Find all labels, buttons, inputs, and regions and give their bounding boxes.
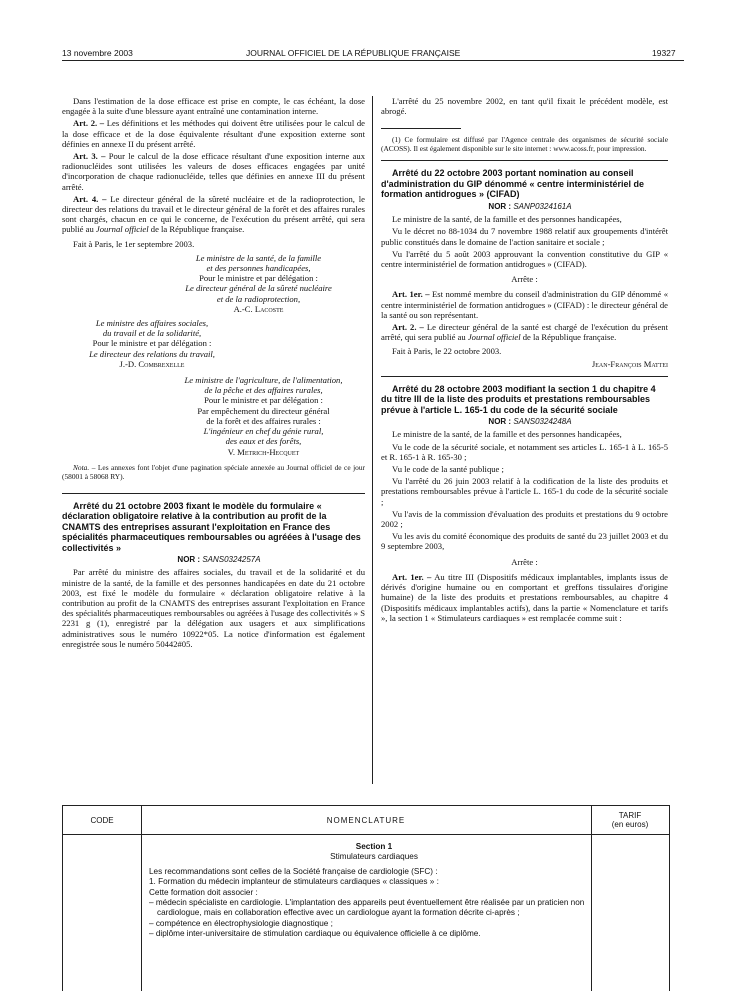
nomenclature-content (141, 836, 607, 940)
section-title: Section 1 (355, 842, 393, 851)
table-line: Les recommandations sont celles de la Société française de cardiologie (SFC) : (149, 866, 438, 876)
separator (381, 376, 668, 377)
fait-a-paris: Fait à Paris, le 22 octobre 2003. (392, 346, 502, 357)
column-divider (372, 96, 373, 784)
col-header-nomenclature: NOMENCLATURE (141, 806, 591, 835)
paragraph: Vu les avis du comité économique des produits de santé du 23 juillet 2003 et du 9 septembre 2003, (381, 531, 668, 552)
paragraph: Le ministre de la santé, de la famille et des personnes handicapées, (392, 429, 622, 440)
col-header-code: CODE (63, 806, 141, 835)
paragraph: L'arrêté du 25 novembre 2002, en tant qu'il fixait le précédent modèle, est abrogé. (381, 96, 668, 117)
nor-reference: NOR : SANS0324257A (177, 555, 261, 565)
table-line: Cette formation doit associer : (149, 887, 258, 897)
left-column (62, 96, 365, 651)
paragraph: Vu l'avis de la commission d'évaluation des produits et prestations du 9 octobre 2002 ; (381, 508, 668, 530)
paragraph: Vu le code de la santé publique ; (392, 464, 504, 475)
table-line: – médecin spécialiste en cardiologie. L'implantation des appareils peut éventuellement être réalisée par un praticien non cardiologue, mais en collaboration effective avec un cardiologue ayant la formation décrite ci-après ; (149, 898, 585, 918)
paragraph: Le ministre de la santé, de la famille et des personnes handicapées, (392, 214, 622, 225)
paragraph: Vu le code de la sécurité sociale, et notamment ses articles L. 165-1 à L. 165-5 et R. 165-1 à R. 165-30 ; (381, 441, 668, 462)
signature-block-3: Le ministre de l'agriculture, de l'alimentation, de la pêche et des affaires rurales, Pour le ministre et par délégation : Par empêchement du directeur général de la forêt et des affaires rurales : L'ingénieur en chef du génie rural, des eaux et des forêts, V. Metrich-Hecquet (184, 375, 343, 457)
arrete: Arrête : (511, 556, 538, 567)
page-number: 19327 (652, 48, 676, 58)
separator (62, 493, 365, 494)
decree-title: Arrêté du 28 octobre 2003 modifiant la section 1 du chapitre 4 du titre III de la liste des produits et prestations remboursables prévue à l'article L. 165-1 du code de la sécurité sociale (381, 383, 656, 415)
header-date: 13 novembre 2003 (62, 48, 133, 58)
footnote: (1) Ce formulaire est diffusé par l'Agence centrale des organismes de sécurité sociale (ACOSS). Il est également disponible sur le site internet : www.acoss.fr, pour impression. (381, 135, 668, 154)
article-1: Art. 1er. – Au titre III (Dispositifs médicaux implantables, implants issus de dérivés d'origine humaine ou en comportant et greffons tissulaires d'origine humaine) de la liste des produits et prestations remboursables, au chapitre 4 (Dispositifs médicaux implantables actifs), dans la partie « Nomenclature et tarifs », la section 1 « Stimulateurs cardiaques » est remplacée comme suit : (381, 571, 668, 623)
nota: Nota. – Les annexes font l'objet d'une pagination spéciale annexée au Journal officiel de ce jour (58001 à 58068 RY). (62, 462, 365, 481)
fait-a-paris: Fait à Paris, le 1er septembre 2003. (73, 238, 195, 249)
paragraph: Vu l'arrêté du 5 août 2003 approuvant la convention constitutive du GIP « centre interministériel de formation antidrogues » (CIFAD). (381, 248, 668, 269)
table-line: – diplôme inter-universitaire de stimulation cardiaque ou équivalence officielle à ce diplôme. (149, 929, 481, 939)
decree-title: Arrêté du 21 octobre 2003 fixant le modèle du formulaire « déclaration obligatoire relative à la contribution au profit de la CNAMTS des entreprises assurant l'exploitation en France des spécialités pharmaceutiques remboursables ou agréées à l'usage des collectivités » (62, 500, 361, 553)
section-subtitle: Stimulateurs cardiaques (330, 852, 418, 862)
header-rule (62, 60, 684, 61)
signature-block-1: Le ministre de la santé, de la famille et des personnes handicapées, Pour le ministre et par délégation : Le directeur général de la sûreté nucléaire et de la radioprotection, A.-C. Lacoste (185, 252, 332, 314)
article-3: Art. 3. – Pour le calcul de la dose efficace résultant d'une exposition interne aux radionucléides sont utilisées les valeurs de doses efficaces engagées par unité d'incorporation de chaque radionucléide, telles que définies en annexe III du présent arrêté. (62, 151, 365, 192)
separator (381, 160, 668, 161)
table-line: – compétence en électrophysiologie diagnostique ; (149, 918, 333, 928)
table-line: 1. Formation du médecin implanteur de stimulateurs cardiaques « classiques » : (149, 877, 439, 887)
nomenclature-table (62, 805, 670, 991)
paragraph: Vu le décret no 88-1034 du 7 novembre 1988 relatif aux groupements d'intérêt public constitués dans le domaine de l'action sanitaire et sociale ; (381, 226, 668, 247)
decree-title: Arrêté du 22 octobre 2003 portant nomination au conseil d'administration du GIP dénommé « centre interministériel de formation antidrogues » (CIFAD) (381, 168, 645, 200)
article-4: Art. 4. – Le directeur général de la sûreté nucléaire et de la radioprotection, le directeur des relations du travail et le directeur général de la forêt et des affaires rurales sont chargés, chacun en ce qui le concerne, de l'exécution du présent arrêté, qui sera publié au Journal officiel de la République française. (62, 193, 365, 235)
col-header-tarif: TARIF (en euros) (591, 806, 669, 835)
paragraph: Par arrêté du ministre des affaires sociales, du travail et de la solidarité et du ministre de la santé, de la famille et des personnes handicapées en date du 21 octobre 2003, est fixé le modèle du formulaire « déclaration obligatoire relative à la contribution au profit de la CNAMTS des entreprises assurant l'exploitation en France des spécialités pharmaceutiques remboursables ou agréées à l'usage des collectivités » S 2231 g (1), enregistré par la délégation aux usagers et aux simplifications administratives sous le numéro 10922*05. La notice d'information est également enregistrée sous le numéro 50442#05. (62, 567, 365, 649)
arrete: Arrête : (511, 274, 538, 285)
paragraph: Vu l'arrêté du 26 juin 2003 relatif à la codification de la liste des produits et prestations remboursables prévue à l'article L. 165-1 du code de la sécurité sociale ; (381, 476, 668, 507)
article-2: Art. 2. – Le directeur général de la santé est chargé de l'exécution du présent arrêté, qui sera publié au Journal officiel de la République française. (381, 321, 668, 343)
nor-reference: NOR : SANS0324248A (488, 417, 572, 427)
paragraph: Dans l'estimation de la dose efficace est prise en compte, le cas échéant, la dose engagée à la suite d'une blessure ayant entraîné une contamination interne. (62, 96, 365, 117)
right-column (381, 96, 668, 625)
footnote-rule (381, 128, 461, 129)
signature-block-2: Le ministre des affaires sociales, du travail et de la solidarité, Pour le ministre et par délégation : Le directeur des relations du travail, J.-D. Combrexelle (89, 318, 215, 369)
journal-title: JOURNAL OFFICIEL DE LA RÉPUBLIQUE FRANÇAISE (246, 48, 461, 58)
signature: Jean-François Mattei (591, 358, 668, 369)
article-2: Art. 2. – Les définitions et les méthodes qui doivent être utilisées pour le calcul de la dose efficace et de la dose équivalente résultant d'une exposition externe sont définies en annexe II du présent arrêté. (62, 118, 365, 149)
nor-reference: NOR : SANP0324161A (488, 201, 572, 211)
article-1: Art. 1er. – Est nommé membre du conseil d'administration du GIP dénommé « centre interministériel de formation antidrogues » (CIFAD) : le directeur général de la santé ou son représentant. (381, 289, 668, 320)
